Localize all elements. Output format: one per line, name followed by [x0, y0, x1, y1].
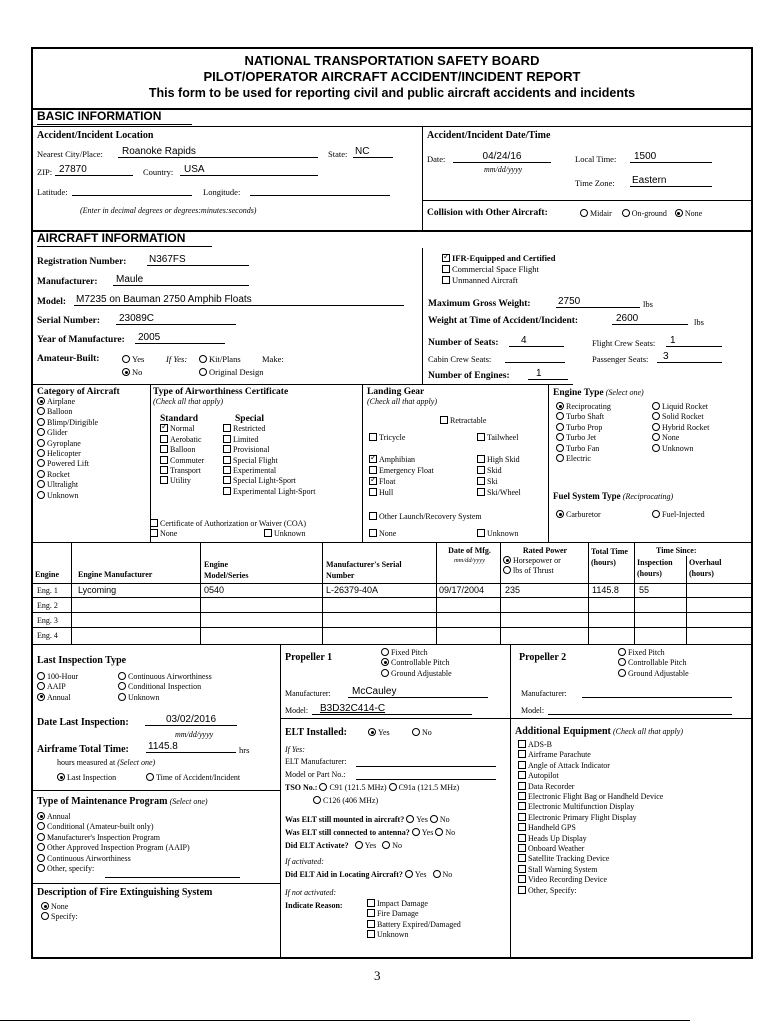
prop2-mfr-field[interactable]: [582, 686, 732, 698]
inspection-conditional[interactable]: Conditional Inspection: [118, 682, 212, 692]
category-unknown[interactable]: Unknown: [37, 491, 120, 501]
fire-none[interactable]: None: [41, 902, 78, 912]
gear-unknown[interactable]: Unknown: [477, 529, 519, 538]
time-zone-field[interactable]: [630, 175, 712, 187]
datetime-title: Accident/Incident Date/Time: [427, 130, 551, 141]
cert-utility[interactable]: Utility: [160, 476, 204, 486]
equip-hud[interactable]: Heads Up Display: [518, 834, 663, 844]
elt-connected-no[interactable]: No: [435, 828, 455, 837]
maint-other-field[interactable]: [105, 866, 240, 878]
cert-commuter[interactable]: Commuter: [160, 456, 204, 466]
basic-section-title: BASIC INFORMATION: [37, 109, 162, 123]
date-format: mm/dd/yyyy: [484, 165, 523, 174]
gear-high-skid[interactable]: High Skid: [477, 455, 520, 464]
elt-activate-row: Did ELT Activate? Yes No: [285, 841, 402, 850]
engine-solid-rocket[interactable]: Solid Rocket: [652, 412, 709, 422]
elt-mounted-yes[interactable]: Yes: [406, 815, 428, 824]
prop2-model-label: Model:: [521, 706, 545, 715]
state-field[interactable]: [353, 146, 393, 158]
equip-ads-b[interactable]: ADS-B: [518, 740, 663, 750]
cabin-crew-label: Cabin Crew Seats:: [428, 354, 492, 364]
registration-value: N367FS: [149, 254, 186, 265]
coa-check[interactable]: Certificate of Authorization or Waiver (COA): [150, 519, 306, 528]
date-label: Date:: [427, 154, 446, 164]
elt-activate-no[interactable]: No: [382, 841, 402, 850]
gear-amphibian[interactable]: ✓Amphibian: [369, 455, 415, 464]
equip-other[interactable]: Other, Specify:: [518, 886, 663, 896]
prop1-mfr-value: McCauley: [352, 686, 397, 697]
equip-autopilot[interactable]: Autopilot: [518, 771, 663, 781]
city-field[interactable]: [118, 146, 318, 158]
year-value: 2005: [138, 332, 161, 343]
col-overhaul: Overhaul (hours): [689, 558, 722, 578]
engine-type-col1: [556, 402, 611, 464]
airframe-hrs: hrs: [239, 745, 250, 755]
col-manufacturer: Engine Manufacturer: [78, 570, 153, 579]
gear-ski[interactable]: Ski: [477, 477, 498, 486]
engine-reciprocating[interactable]: Reciprocating: [556, 402, 611, 412]
standard-list: [160, 414, 204, 487]
max-gross-value: 2750: [558, 296, 581, 307]
inspection-aaip[interactable]: AAIP: [37, 682, 78, 692]
year-field[interactable]: [135, 332, 225, 344]
gear-float[interactable]: ✓Float: [369, 477, 395, 486]
kit-plans-option[interactable]: Kit/Plans: [199, 354, 241, 364]
cert-special-light-sport[interactable]: Special Light-Sport: [223, 476, 315, 486]
zip-field[interactable]: [55, 164, 133, 176]
flight-crew-value: 1: [670, 335, 676, 346]
engine-liquid-rocket[interactable]: Liquid Rocket: [652, 402, 709, 412]
elt-mounted-row: Was ELT still mounted in aircraft? Yes No: [285, 815, 450, 824]
col-engine: Engine: [35, 570, 60, 579]
prop1-model-field[interactable]: [312, 703, 472, 715]
gear-skid[interactable]: Skid: [477, 466, 502, 475]
header-line2: PILOT/OPERATOR AIRCRAFT ACCIDENT/INCIDENT REPORT: [203, 69, 581, 84]
table-row[interactable]: Eng. 2: [37, 601, 58, 610]
weight-field[interactable]: [612, 313, 688, 325]
local-time-field[interactable]: [630, 151, 712, 163]
prop1-fixed[interactable]: Fixed Pitch: [381, 648, 452, 658]
gear-emergency-float[interactable]: Emergency Float: [369, 466, 434, 475]
form-title: [31, 53, 753, 101]
date-value: 04/24/16: [482, 151, 522, 162]
special-title: Special: [235, 414, 265, 424]
state-label: State:: [328, 149, 348, 159]
equipment-list: [518, 740, 663, 896]
equip-data-recorder[interactable]: Data Recorder: [518, 782, 663, 792]
location-title: Accident/Incident Location: [37, 130, 154, 141]
equip-pfd[interactable]: Electronic Primary Flight Display: [518, 813, 663, 823]
make-label: Make:: [262, 354, 284, 364]
seats-value: 4: [521, 335, 527, 346]
coordinate-note: (Enter in decimal degrees or degrees:minutes:seconds): [80, 206, 257, 215]
manufacturer-field[interactable]: [113, 274, 249, 286]
special-list: [223, 414, 315, 497]
collision-none[interactable]: None: [675, 209, 702, 218]
inspection-col2: [118, 672, 212, 703]
category-gyroplane[interactable]: Gyroplane: [37, 439, 120, 449]
gear-none[interactable]: None: [369, 529, 396, 538]
manufacturer-label: Manufacturer:: [37, 277, 98, 287]
engines-value: 1: [536, 368, 542, 379]
tso-c126[interactable]: C126 (406 MHz): [313, 796, 378, 805]
engines-field[interactable]: [528, 368, 568, 380]
gear-tricycle[interactable]: Tricycle: [369, 433, 405, 442]
elt-model-label: Model or Part No.:: [285, 770, 346, 779]
equip-weather[interactable]: Onboard Weather: [518, 844, 663, 854]
elt-if-yes: If Yes:: [285, 745, 305, 754]
zip-label: ZIP:: [37, 167, 53, 177]
cert-experimental-light-sport[interactable]: Experimental Light-Sport: [223, 487, 315, 497]
max-gross-label: Maximum Gross Weight:: [428, 299, 531, 309]
col-inspection: Inspection (hours): [637, 558, 673, 578]
longitude-label: Longitude:: [203, 187, 241, 197]
measured-at-label: hours measured at (Select one): [57, 758, 156, 767]
registration-field[interactable]: [147, 254, 249, 266]
propeller2-options: [618, 648, 689, 679]
inspection-annual[interactable]: Annual: [37, 693, 78, 703]
tso-c91[interactable]: C91 (121.5 MHz): [319, 783, 386, 792]
cert-none[interactable]: None: [150, 529, 177, 538]
equip-mfd[interactable]: Electronic Multifunction Display: [518, 802, 663, 812]
cert-normal[interactable]: ✓Normal: [160, 424, 204, 434]
passenger-value: 3: [663, 351, 669, 362]
col-date: Date of Mfg. mm/dd/yyyy: [448, 546, 491, 564]
landing-title: Landing Gear: [367, 387, 425, 397]
prop2-ground[interactable]: Ground Adjustable: [618, 669, 689, 679]
engine-type-col2: [652, 402, 709, 454]
if-yes-label: If Yes:: [166, 354, 188, 364]
cert-limited[interactable]: Limited: [223, 435, 315, 445]
fuel-system-title: Fuel System Type (Reciprocating): [553, 491, 674, 501]
latitude-label: Latitude:: [37, 187, 68, 197]
elt-if-not-activated: If not activated:: [285, 888, 337, 897]
city-label: Nearest City/Place:: [37, 149, 103, 159]
category-glider[interactable]: Glider: [37, 428, 120, 438]
engine-turbo-jet[interactable]: Turbo Jet: [556, 433, 611, 443]
longitude-field[interactable]: [250, 184, 390, 196]
equip-efb[interactable]: Electronic Flight Bag or Handheld Device: [518, 792, 663, 802]
fuel-carburetor[interactable]: Carburetor: [556, 510, 601, 519]
col-rated: Rated Power Horsepower or lbs of Thrust: [503, 546, 587, 576]
prop2-model-field[interactable]: [548, 703, 732, 715]
model-field[interactable]: [74, 294, 404, 306]
elt-installed-no[interactable]: No: [412, 728, 432, 737]
inspection-col1: [37, 672, 78, 703]
standard-title: Standard: [160, 414, 199, 424]
tso-c91a[interactable]: C91a (121.5 MHz): [389, 783, 460, 792]
table-row[interactable]: Eng. 4: [37, 631, 58, 640]
prop1-ground[interactable]: Ground Adjustable: [381, 669, 452, 679]
category-powered-lift[interactable]: Powered Lift: [37, 459, 120, 469]
airframe-time-field[interactable]: [146, 741, 236, 753]
state-value: NC: [355, 146, 370, 157]
reason-fire[interactable]: Fire Damage: [367, 909, 461, 919]
cert-unknown[interactable]: Unknown: [264, 529, 306, 538]
collision-options: [580, 209, 702, 218]
equip-stall-warning[interactable]: Stall Warning System: [518, 865, 663, 875]
time-zone-label: Time Zone:: [575, 178, 615, 188]
landing-block: [367, 387, 437, 406]
amateur-label: Amateur-Built:: [37, 354, 100, 364]
maint-other-approved[interactable]: Other Approved Inspection Program (AAIP): [37, 843, 190, 853]
engine-type-title: Engine Type: [553, 388, 604, 398]
col-total: Total Time (hours): [591, 547, 628, 567]
latitude-field[interactable]: [72, 184, 192, 196]
engine-none[interactable]: None: [652, 433, 709, 443]
category-title: Category of Aircraft: [37, 387, 120, 397]
fire-specify[interactable]: Specify:: [41, 912, 78, 922]
unmanned-check[interactable]: Unmanned Aircraft: [442, 275, 518, 285]
last-inspection-date-label: Date Last Inspection:: [37, 717, 129, 728]
cert-provisional[interactable]: Provisional: [223, 445, 315, 455]
maintenance-title: Type of Maintenance Program (Select one): [37, 796, 208, 807]
prop1-controllable[interactable]: Controllable Pitch: [381, 658, 452, 668]
local-time-label: Local Time:: [575, 154, 617, 164]
weight-unit: lbs: [694, 317, 704, 327]
table-row[interactable]: Eng. 1 Lycoming 0540 L-26379-40A 09/17/2004 235 1145.8 55: [37, 585, 650, 595]
equip-aoa[interactable]: Angle of Attack Indicator: [518, 761, 663, 771]
ifr-check[interactable]: ✓IFR-Equipped and Certified: [442, 253, 555, 263]
prop1-model-value: B3D32C414-C: [320, 703, 386, 714]
time-zone-value: Eastern: [632, 175, 667, 186]
max-gross-field[interactable]: [556, 296, 640, 308]
serial-field[interactable]: [116, 313, 236, 325]
col-model: Engine Model/Series: [204, 560, 249, 580]
airframe-time-value: 1145.8: [148, 741, 178, 752]
table-row[interactable]: Eng. 3: [37, 616, 58, 625]
cert-balloon[interactable]: Balloon: [160, 445, 204, 455]
prop1-mfr-field[interactable]: [348, 686, 488, 698]
elt-connected-yes[interactable]: Yes: [412, 828, 434, 837]
country-value: USA: [184, 164, 205, 175]
collision-midair[interactable]: Midair: [580, 209, 612, 218]
maint-annual[interactable]: Annual: [37, 812, 190, 822]
fuel-injected[interactable]: Fuel-Injected: [652, 510, 705, 519]
engine-turbo-fan[interactable]: Turbo Fan: [556, 444, 611, 454]
prop1-model-label: Model:: [285, 706, 309, 715]
engine-turbo-prop[interactable]: Turbo Prop: [556, 423, 611, 433]
cabin-crew-field[interactable]: [505, 351, 565, 363]
amateur-no[interactable]: No: [122, 367, 142, 377]
flight-crew-field[interactable]: [666, 335, 722, 347]
propeller1-title: Propeller 1: [285, 652, 333, 663]
engine-type-block: [553, 387, 644, 398]
cert-special-flight[interactable]: Special Flight: [223, 456, 315, 466]
maint-continuous[interactable]: Continuous Airworthiness: [37, 854, 190, 864]
equipment-title: Additional Equipment (Check all that apply): [515, 726, 683, 737]
last-inspection-date-field[interactable]: [145, 714, 237, 726]
last-inspection-date-format: mm/dd/yyyy: [175, 730, 214, 739]
elt-tso: TSO No.: C91 (121.5 MHz) C91a (121.5 MHz): [285, 783, 460, 792]
propeller1-options: [381, 648, 452, 679]
elt-locate-row: Did ELT Aid in Locating Aircraft? Yes No: [285, 870, 453, 879]
weight-value: 2600: [616, 313, 639, 324]
engine-type-note: (Select one): [605, 388, 644, 397]
elt-reasons: [367, 899, 461, 941]
elt-installed-yes[interactable]: Yes: [368, 728, 390, 737]
header-line3: This form to be used for reporting civil and public aircraft accidents and incidents: [148, 86, 636, 100]
reason-unknown[interactable]: Unknown: [367, 930, 461, 940]
airworthiness-note: (Check all that apply): [153, 397, 223, 406]
col-serial: Manufacturer's Serial Number: [326, 560, 402, 580]
elt-installed-label: ELT Installed:: [285, 727, 347, 738]
cert-transport[interactable]: Transport: [160, 466, 204, 476]
airworthiness-title: Type of Airworthiness Certificate: [153, 387, 289, 397]
elt-locate-no[interactable]: No: [433, 870, 453, 879]
header-line1: NATIONAL TRANSPORTATION SAFETY BOARD: [244, 53, 540, 68]
category-ultralight[interactable]: Ultralight: [37, 480, 120, 490]
elt-activate-yes[interactable]: Yes: [355, 841, 377, 850]
original-design-option[interactable]: Original Design: [199, 367, 264, 377]
country-label: Country:: [143, 167, 174, 177]
maint-conditional[interactable]: Conditional (Amateur-built only): [37, 822, 190, 832]
prop2-controllable[interactable]: Controllable Pitch: [618, 658, 689, 668]
amateur-yes[interactable]: Yes: [122, 354, 144, 364]
seats-label: Number of Seats:: [428, 338, 499, 348]
category-balloon[interactable]: Balloon: [37, 407, 120, 417]
engine-turbo-shaft[interactable]: Turbo Shaft: [556, 412, 611, 422]
city-value: Roanoke Rapids: [122, 146, 196, 157]
elt-indicate-label: Indicate Reason:: [285, 901, 343, 910]
elt-mounted-no[interactable]: No: [430, 815, 450, 824]
date-field[interactable]: [453, 151, 551, 163]
weight-label: Weight at Time of Accident/Incident:: [428, 316, 579, 326]
engine-unknown[interactable]: Unknown: [652, 444, 709, 454]
local-time-value: 1500: [634, 151, 657, 162]
commercial-space-check[interactable]: Commercial Space Flight: [442, 264, 539, 274]
flight-crew-label: Flight Crew Seats:: [592, 338, 656, 348]
cert-restricted[interactable]: Restricted: [223, 424, 315, 434]
gear-ski-wheel[interactable]: Ski/Wheel: [477, 488, 521, 497]
reason-impact[interactable]: Impact Damage: [367, 899, 461, 909]
passenger-field[interactable]: [657, 351, 722, 363]
measured-last-inspection[interactable]: Last Inspection: [57, 773, 116, 782]
elt-mfr-field[interactable]: [356, 755, 496, 767]
serial-label: Serial Number:: [37, 316, 101, 326]
collision-label: Collision with Other Aircraft:: [427, 208, 548, 218]
inspection-100-hour[interactable]: 100-Hour: [37, 672, 78, 682]
gear-other[interactable]: Other Launch/Recovery System: [369, 512, 482, 521]
last-inspection-date-value: 03/02/2016: [165, 714, 217, 725]
maint-other[interactable]: Other, specify:: [37, 864, 190, 874]
fire-title: Description of Fire Extinguishing System: [37, 887, 213, 898]
inspection-title: Last Inspection Type: [37, 655, 127, 666]
category-block: [37, 387, 120, 501]
year-label: Year of Manufacture:: [37, 335, 125, 345]
equip-satellite[interactable]: Satellite Tracking Device: [518, 854, 663, 864]
equip-parachute[interactable]: Airframe Parachute: [518, 750, 663, 760]
prop2-mfr-label: Manufacturer:: [521, 689, 567, 698]
category-blimp[interactable]: Blimp/Dirigible: [37, 418, 120, 428]
max-gross-unit: lbs: [643, 299, 653, 309]
airframe-time-label: Airframe Total Time:: [37, 744, 129, 755]
fire-list: [41, 902, 78, 923]
col-since: Time Since:: [656, 546, 697, 555]
seats-field[interactable]: [509, 335, 564, 347]
inspection-continuous[interactable]: Continuous Airworthiness: [118, 672, 212, 682]
elt-model-field[interactable]: [356, 768, 496, 780]
airworthiness-block: [153, 387, 359, 406]
inspection-unknown[interactable]: Unknown: [118, 693, 212, 703]
model-label: Model:: [37, 297, 67, 307]
category-airplane[interactable]: Airplane: [37, 397, 120, 407]
reason-battery[interactable]: Battery Expired/Damaged: [367, 920, 461, 930]
engines-label: Number of Engines:: [428, 371, 510, 381]
serial-value: 23089C: [119, 313, 155, 324]
gear-hull[interactable]: Hull: [369, 488, 393, 497]
country-field[interactable]: [180, 164, 318, 176]
elt-locate-yes[interactable]: Yes: [405, 870, 427, 879]
passenger-label: Passenger Seats:: [592, 354, 649, 364]
registration-label: Registration Number:: [37, 257, 127, 267]
elt-connected-row: Was ELT still connected to antenna? Yes No: [285, 828, 456, 837]
prop2-fixed[interactable]: Fixed Pitch: [618, 648, 689, 658]
manufacturer-value: Maule: [116, 274, 144, 285]
collision-on-ground[interactable]: On-ground: [622, 209, 667, 218]
engine-hybrid-rocket[interactable]: Hybrid Rocket: [652, 423, 709, 433]
equip-video[interactable]: Video Recording Device: [518, 875, 663, 885]
cert-experimental[interactable]: Experimental: [223, 466, 315, 476]
gear-retractable[interactable]: Retractable: [440, 416, 486, 425]
gear-tailwheel[interactable]: Tailwheel: [477, 433, 518, 442]
propeller2-title: Propeller 2: [519, 652, 567, 663]
category-rocket[interactable]: Rocket: [37, 470, 120, 480]
measured-time-of-accident[interactable]: Time of Accident/Incident: [146, 773, 240, 782]
prop1-mfr-label: Manufacturer:: [285, 689, 331, 698]
equip-handheld-gps[interactable]: Handheld GPS: [518, 823, 663, 833]
elt-mfr-label: ELT Manufacturer:: [285, 757, 347, 766]
maint-manufacturer[interactable]: Manufacturer's Inspection Program: [37, 833, 190, 843]
cert-aerobatic[interactable]: Aerobatic: [160, 435, 204, 445]
landing-note: (Check all that apply): [367, 397, 437, 406]
page-number: 3: [374, 968, 381, 983]
aircraft-section-title: AIRCRAFT INFORMATION: [37, 231, 186, 245]
zip-value: 27870: [59, 164, 87, 175]
category-helicopter[interactable]: Helicopter: [37, 449, 120, 459]
model-value: M7235 on Bauman 2750 Amphib Floats: [76, 294, 252, 305]
elt-if-activated: If activated:: [285, 857, 324, 866]
engine-electric[interactable]: Electric: [556, 454, 611, 464]
